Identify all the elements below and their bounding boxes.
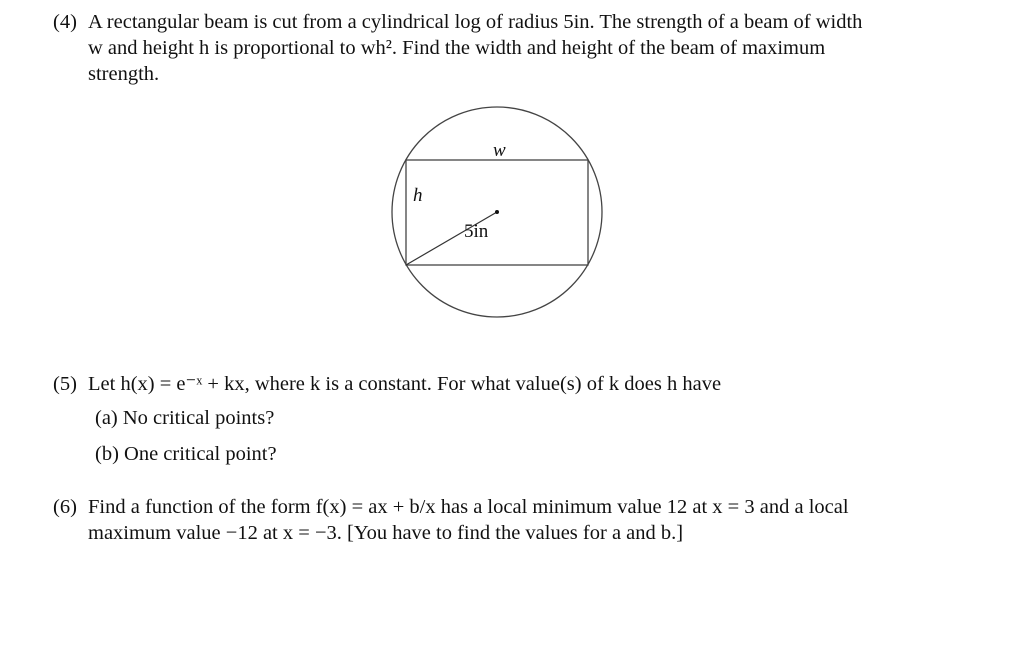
problem-5-line-1: Let h(x) = e⁻ˣ + kx, where k is a constant. For what value(s) of k does h have — [88, 373, 722, 395]
problem-4-line-3: strength. — [88, 63, 160, 85]
problem-6-number: (6) — [53, 496, 77, 518]
height-label: h — [413, 185, 423, 206]
problem-4-line-1: A rectangular beam is cut from a cylindrical log of radius 5in. The strength of a beam of width — [88, 11, 863, 33]
problem-5-number: (5) — [53, 373, 77, 395]
problem-5-part-b: (b) One critical point? — [95, 443, 277, 465]
problem-6-line-2: maximum value −12 at x = −3. [You have to find the values for a and b.] — [88, 522, 684, 544]
problem-5-part-a: (a) No critical points? — [95, 407, 275, 429]
center-point — [495, 210, 499, 214]
problem-4-number: (4) — [53, 11, 77, 33]
problem-6-line-1: Find a function of the form f(x) = ax + b/x has a local minimum value 12 at x = 3 and a local — [88, 496, 849, 518]
radius-label: 5in — [464, 221, 489, 242]
problem-4-line-2: w and height h is proportional to wh². Find the width and height of the beam of maximum — [88, 37, 826, 59]
width-label: w — [493, 140, 506, 161]
